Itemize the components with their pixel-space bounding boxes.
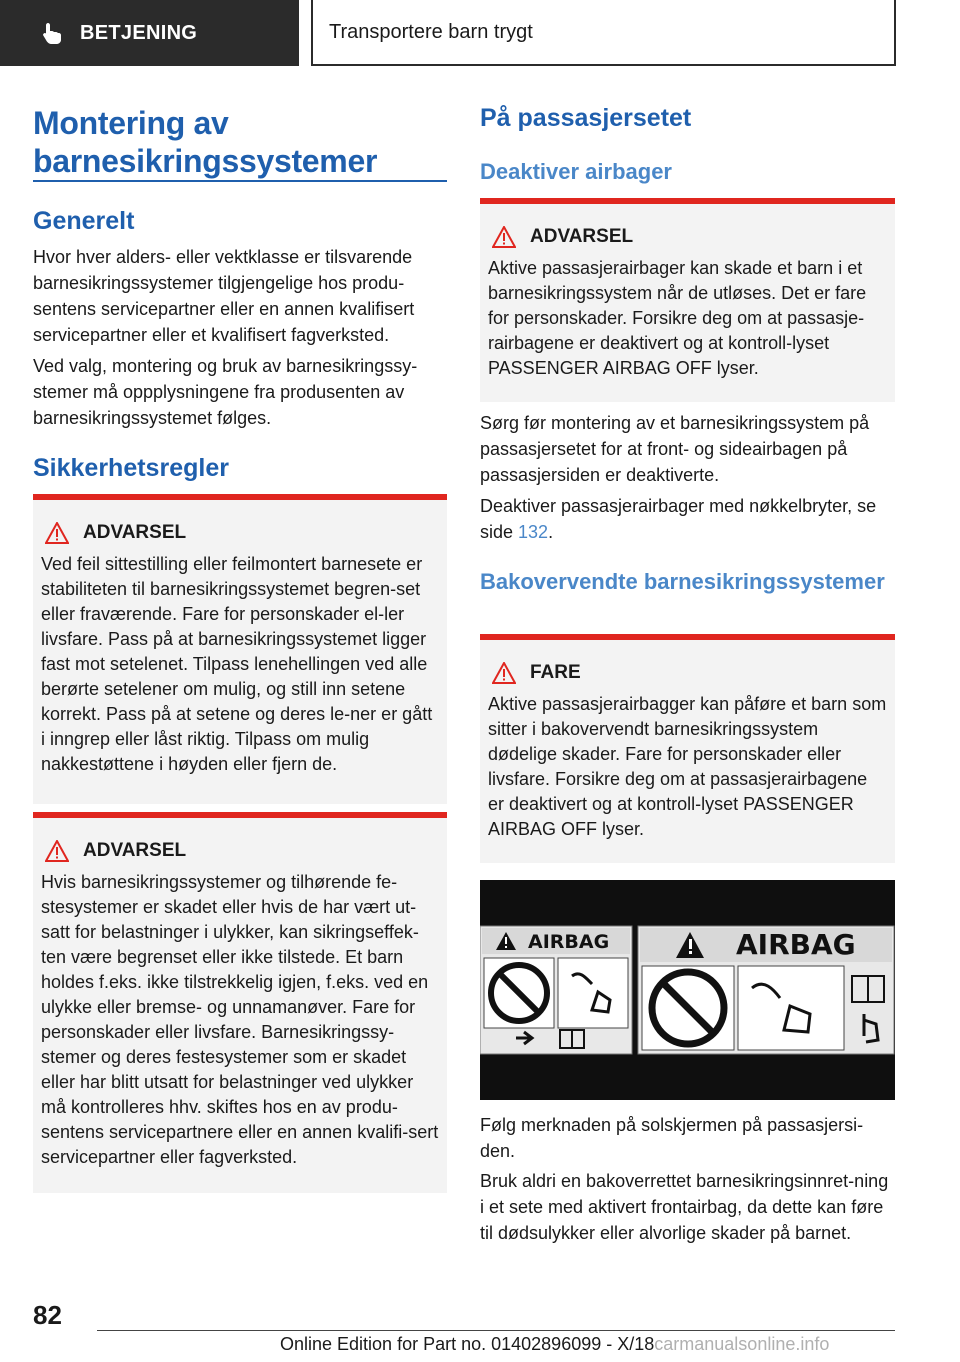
warning-box-3 xyxy=(480,198,895,402)
danger-text: Aktive passasjerairbagger kan påføre et barn som sitter i bakovervendt barnesikringssystem dødelige skader. Fare for personskader eller livsfare. Forsikre deg om at passasjerairbagene er deaktivert og at kontroll-lyset PASSENGER AIRBAG OFF lyser. xyxy=(488,694,887,839)
general-paragraph-1: Hvor hver alders- eller vektklasse er tilsvarende barnesikringssystemer tilgjengelige hos produ-sentens servicepartner eller en annen kvalifisert servicepartner eller et kvalifisert fagverksted. xyxy=(33,247,415,345)
passenger-paragraph-1: Sørg før montering av et barnesikringssystem på passasjersetet for at front- og sideairbagen på passasjersiden er deaktiverte. xyxy=(480,413,870,485)
passenger-paragraph-2: Deaktiver passasjerairbager med nøkkelbryter, se side 132. xyxy=(480,496,877,542)
chapter-title: Transportere barn trygt xyxy=(329,20,533,43)
warning-label: ADVARSEL xyxy=(530,226,634,247)
section-tab xyxy=(0,0,299,66)
warning-box-2 xyxy=(33,812,447,1193)
page-number: 82 xyxy=(33,1300,62,1330)
never-use-paragraph: Bruk aldri en bakoverrettet barnesikringsinnret-ning i et sete med aktivert frontairbag, da dette kan føre til dødsulykker eller alvorlige skader på barnet. xyxy=(480,1171,889,1243)
general-heading: Generelt xyxy=(33,207,135,235)
general-paragraph-2: Ved valg, montering og bruk av barnesikringssy-stemer må oppplysningene fra produsenten av barnesikringssystemet følges. xyxy=(33,356,418,428)
title-rule xyxy=(33,180,447,182)
airbag-label-small: AIRBAG xyxy=(528,931,610,953)
passenger-seat-heading: På passasjersetet xyxy=(480,104,692,132)
warning-text: Hvis barnesikringssystemer og tilhørende fe-stesystemer er skadet eller hvis de har vært ut-satt for belastninger i ulykker, kan sikringseffek-ten være begrenset eller ikke tilstede. Et barn holdes f.eks. ikke tilstrekkelig igjen, f.eks. ved en ulykke eller bremse- og unnamanøver. Fare for personskader eller livsfare. Barnesikringssy-stemer og deres festesystemer som er skadet eller har blitt utsatt for belastninger ved ulykker må kontrolleres hhv. skiftes hos en av produ-sentens servicepartnere eller en annen kvalifi-sert servicepartner eller fagverksted. xyxy=(41,872,439,1167)
follow-note-paragraph: Følg merknaden på solskjermen på passasjersi-den. xyxy=(480,1115,864,1161)
watermark: carmanualsonline.info xyxy=(654,1334,830,1354)
footer-edition: Online Edition for Part no. 01402896099 - X/18carmanualsonline.info xyxy=(280,1334,830,1354)
warning-label: ADVARSEL xyxy=(83,522,187,543)
chapter-tab xyxy=(311,0,896,66)
danger-box xyxy=(480,634,895,863)
safety-heading: Sikkerhetsregler xyxy=(33,454,229,482)
pointing-hand-icon xyxy=(40,21,64,45)
warning-title xyxy=(45,518,439,548)
warning-triangle-icon xyxy=(492,662,516,684)
warning-title xyxy=(492,222,887,252)
warning-label: ADVARSEL xyxy=(83,840,187,861)
page-title: Montering av barnesikringssystemer xyxy=(33,105,378,179)
footer-rule xyxy=(97,1330,895,1331)
warning-triangle-icon xyxy=(492,226,516,248)
deactivate-airbags-heading: Deaktiver airbager xyxy=(480,159,672,184)
warning-triangle-icon xyxy=(45,840,69,862)
warning-triangle-icon xyxy=(45,522,69,544)
warning-text: Ved feil sittestilling eller feilmontert barnesete er stabiliteten til barnesikringssystemet begren-set eller fraværende. Fare for personskader el-ler livsfare. Pass på at barnesikringssystemet ligger fast mot setelenet. Tilpass lenehellingen ved alle berørte setelener om mulig, og still inn setene korrekt. Pass på at setene og deres le-ner er gått i inngrep eller låst riktig. Tilpass om mulig nakkestøttene i høyden eller fjern de. xyxy=(41,554,433,774)
warning-text: Aktive passasjerairbager kan skade et barn i et barnesikringssystem når de utløses. Det er fare for personskader. Forsikre deg om at passasje-rairbagene er deaktivert og at kontroll-lyset PASSENGER AIRBAG OFF lyser. xyxy=(488,258,867,378)
airbag-label-large: AIRBAG xyxy=(736,928,856,961)
section-title: BETJENING xyxy=(80,21,198,44)
danger-title xyxy=(492,658,887,688)
airbag-label-illustration xyxy=(480,880,895,1100)
warning-title xyxy=(45,836,439,866)
danger-label: FARE xyxy=(530,662,581,683)
page-link-132[interactable]: 132 xyxy=(518,522,549,542)
page-header xyxy=(0,0,960,66)
rear-facing-heading: Bakovervendte barnesikringssystemer xyxy=(480,569,885,594)
warning-box-1 xyxy=(33,494,447,804)
airbag-label-photo xyxy=(480,880,895,1100)
